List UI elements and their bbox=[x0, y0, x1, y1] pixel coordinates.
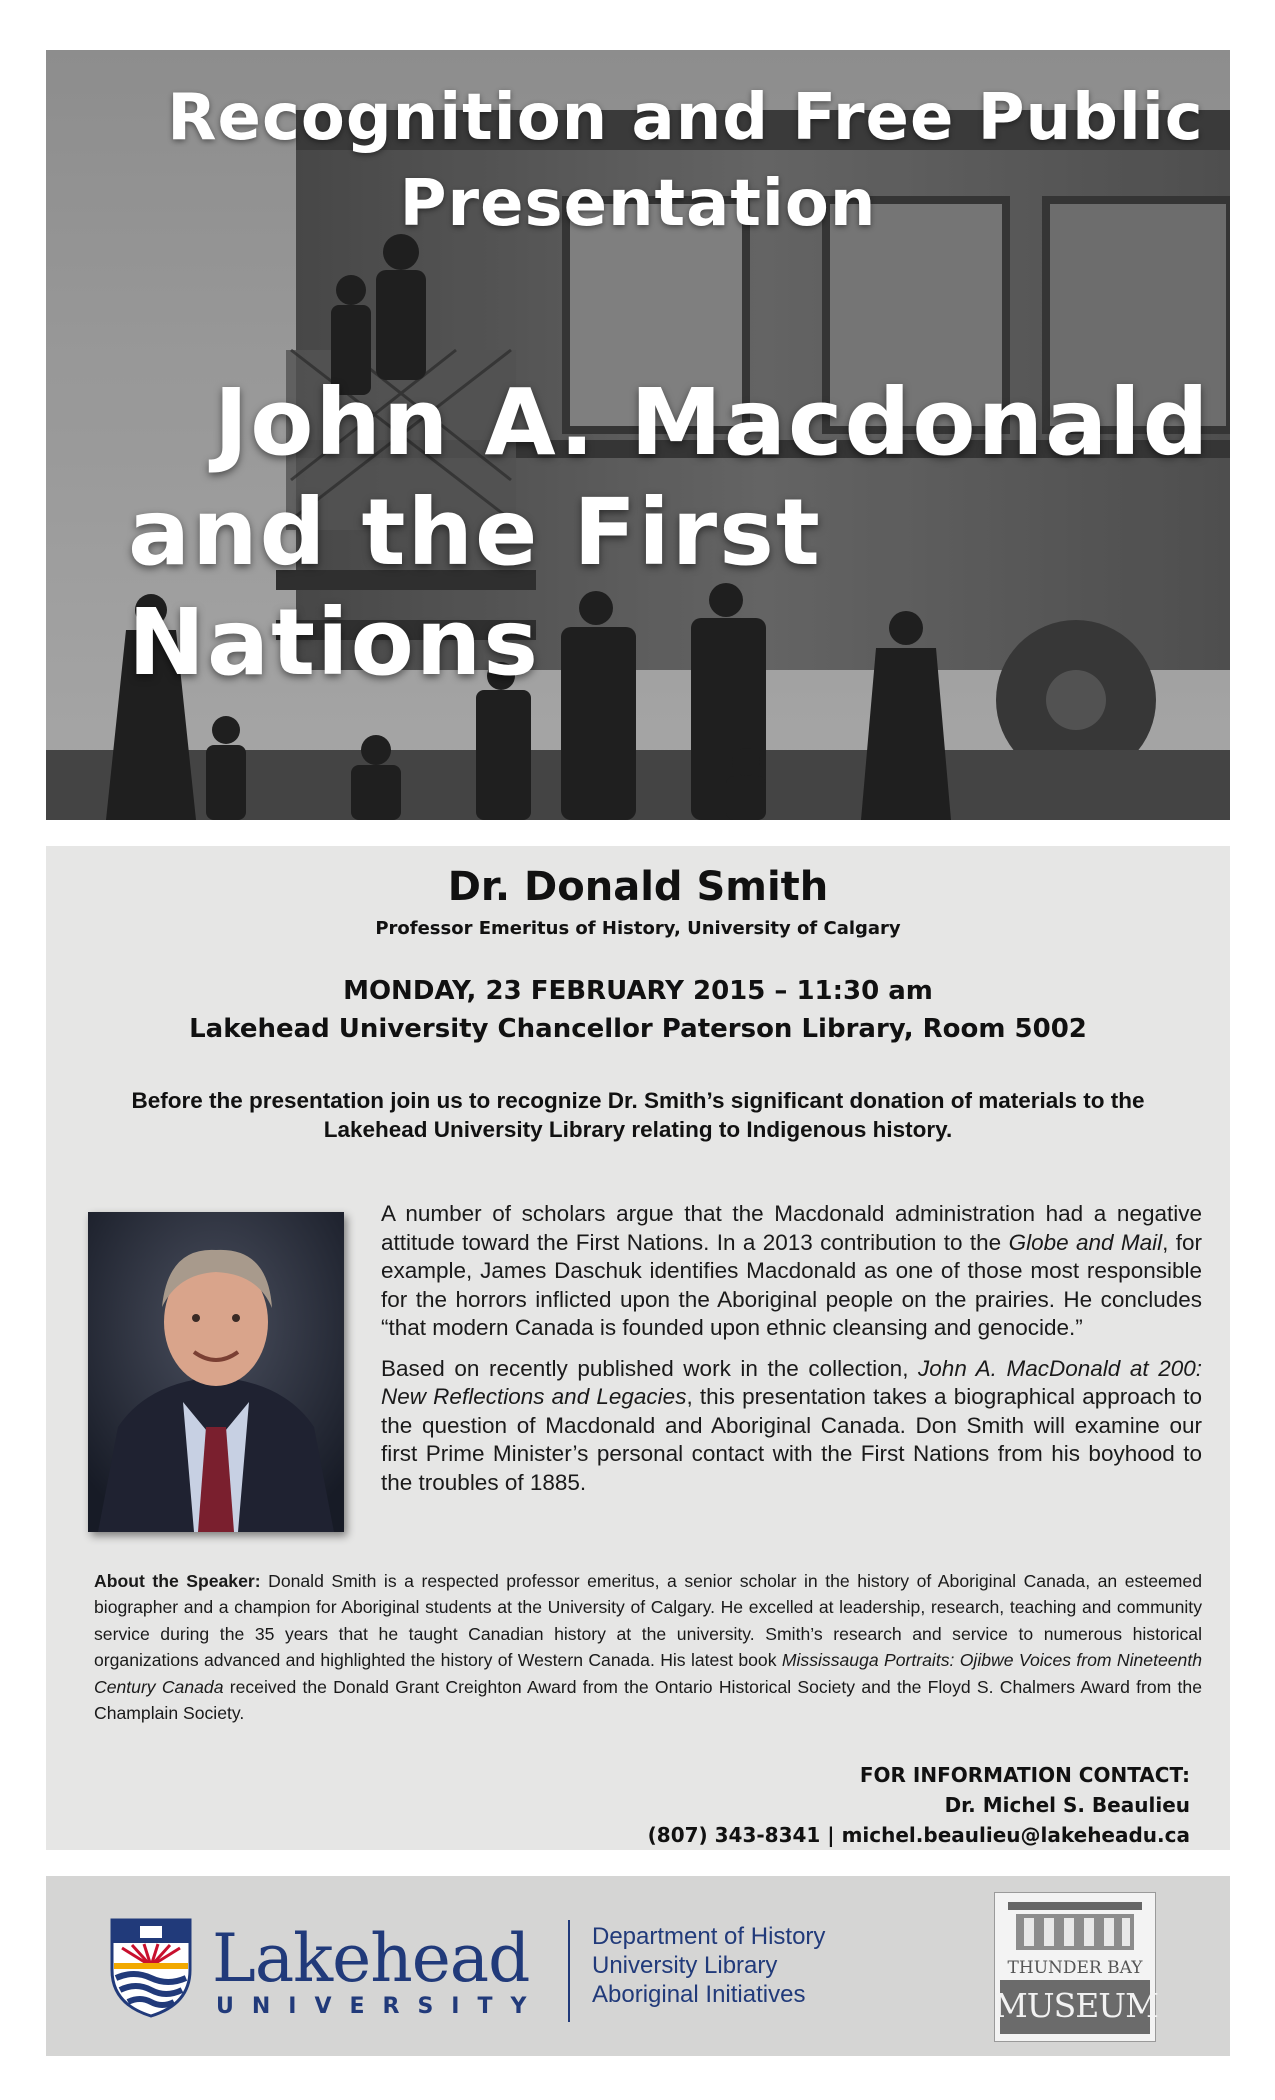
description-text: , for example, James Daschuk identifies Macdonald as one of those most responsible for the horrors inflicted upon the Aboriginal people on the prairies. He concludes “that modern Canada is founded upon ethnic cleansing and genocide.” bbox=[381, 1229, 1202, 1340]
description-paragraph-1 bbox=[381, 1200, 1202, 1343]
speaker-role: Professor Emeritus of History, University of Calgary bbox=[375, 918, 901, 939]
title-line-2: and the First Nations bbox=[128, 479, 822, 696]
university-subtitle: UNIVERSITY bbox=[216, 1994, 545, 2019]
department-item: Department of History bbox=[592, 1923, 826, 1950]
museum-name-top: THUNDER BAY bbox=[1007, 1958, 1143, 1978]
about-text: Donald Smith is a respected professor emeritus, a senior scholar in the history of Aboriginal Canada, an esteemed biographer and a champion for Aboriginal students at the University of Calgary. He excelled at leadership, research, teaching and community service during the 35 years that he taught Canadian history at the university. Smith’s research and service to numerous historical organizations advanced and highlighted the history of Western Canada. His latest book bbox=[94, 1571, 1202, 1671]
event-date-time: MONDAY, 23 FEBRUARY 2015 – 11:30 am bbox=[343, 976, 933, 1006]
title-line-1: John A. Macdonald bbox=[214, 369, 1211, 476]
description-text: Based on recently published work in the collection, bbox=[381, 1355, 919, 1381]
logo-divider bbox=[568, 1920, 570, 2022]
contact-block bbox=[648, 1760, 1190, 1850]
contact-heading: FOR INFORMATION CONTACT: bbox=[859, 1763, 1190, 1787]
museum-name-bottom: MUSEUM bbox=[994, 1986, 1158, 2025]
speaker-portrait bbox=[88, 1212, 344, 1532]
event-venue: Lakehead University Chancellor Paterson Library, Room 5002 bbox=[189, 1014, 1087, 1044]
book-title: Mississauga Portraits: Ojibwe Voices from Nineteenth Century Canada bbox=[94, 1650, 1203, 1697]
lakehead-crest-icon bbox=[110, 1918, 192, 2018]
contact-details[interactable]: (807) 343-8341 | michel.beaulieu@lakeheadu.ca bbox=[647, 1823, 1190, 1847]
description-paragraph-2 bbox=[381, 1355, 1202, 1498]
speaker-name: Dr. Donald Smith bbox=[447, 864, 829, 910]
about-text: received the Donald Grant Creighton Award from the Ontario Historical Society and the Floyd S. Chalmers Award from the Champlain Society. bbox=[94, 1676, 1203, 1724]
department-item: University Library bbox=[592, 1952, 778, 1979]
contact-name: Dr. Michel S. Beaulieu bbox=[944, 1793, 1190, 1817]
department-list bbox=[592, 1922, 825, 2009]
publication-title: Globe and Mail bbox=[1008, 1229, 1163, 1255]
university-wordmark: Lakehead bbox=[212, 1920, 530, 1997]
collection-title: John A. MacDonald at 200: New Reflections and Legacies bbox=[381, 1355, 1202, 1409]
hero-banner bbox=[46, 50, 1230, 820]
sponsor-footer bbox=[46, 1876, 1230, 2056]
thunder-bay-museum-logo bbox=[994, 1892, 1156, 2042]
event-kicker bbox=[46, 72, 1230, 250]
event-details-panel bbox=[46, 846, 1230, 1850]
about-label: About the Speaker: bbox=[94, 1571, 261, 1591]
portrait-image bbox=[88, 1212, 344, 1532]
about-the-speaker bbox=[94, 1568, 1202, 1726]
kicker-line-1: Recognition and Free Public bbox=[167, 81, 1204, 155]
department-item: Aboriginal Initiatives bbox=[592, 1981, 806, 2008]
kicker-line-2: Presentation bbox=[399, 167, 877, 241]
event-title bbox=[46, 368, 1230, 698]
description-text: A number of scholars argue that the Macdonald administration had a negative attitude toward the First Nations. In a 2013 contribution to the bbox=[381, 1201, 1202, 1255]
presentation-description bbox=[381, 1200, 1202, 1509]
description-text: , this presentation takes a biographical approach to the question of Macdonald and Aboriginal Canada. Don Smith will examine our first Prime Minister’s personal contact with the First Nations from his boyhood to the troubles of 1885. bbox=[381, 1384, 1202, 1495]
recognition-note: Before the presentation join us to recognize Dr. Smith’s significant donation of materials to the Lakehead University Library relating to Indigenous history. bbox=[131, 1088, 1145, 1142]
